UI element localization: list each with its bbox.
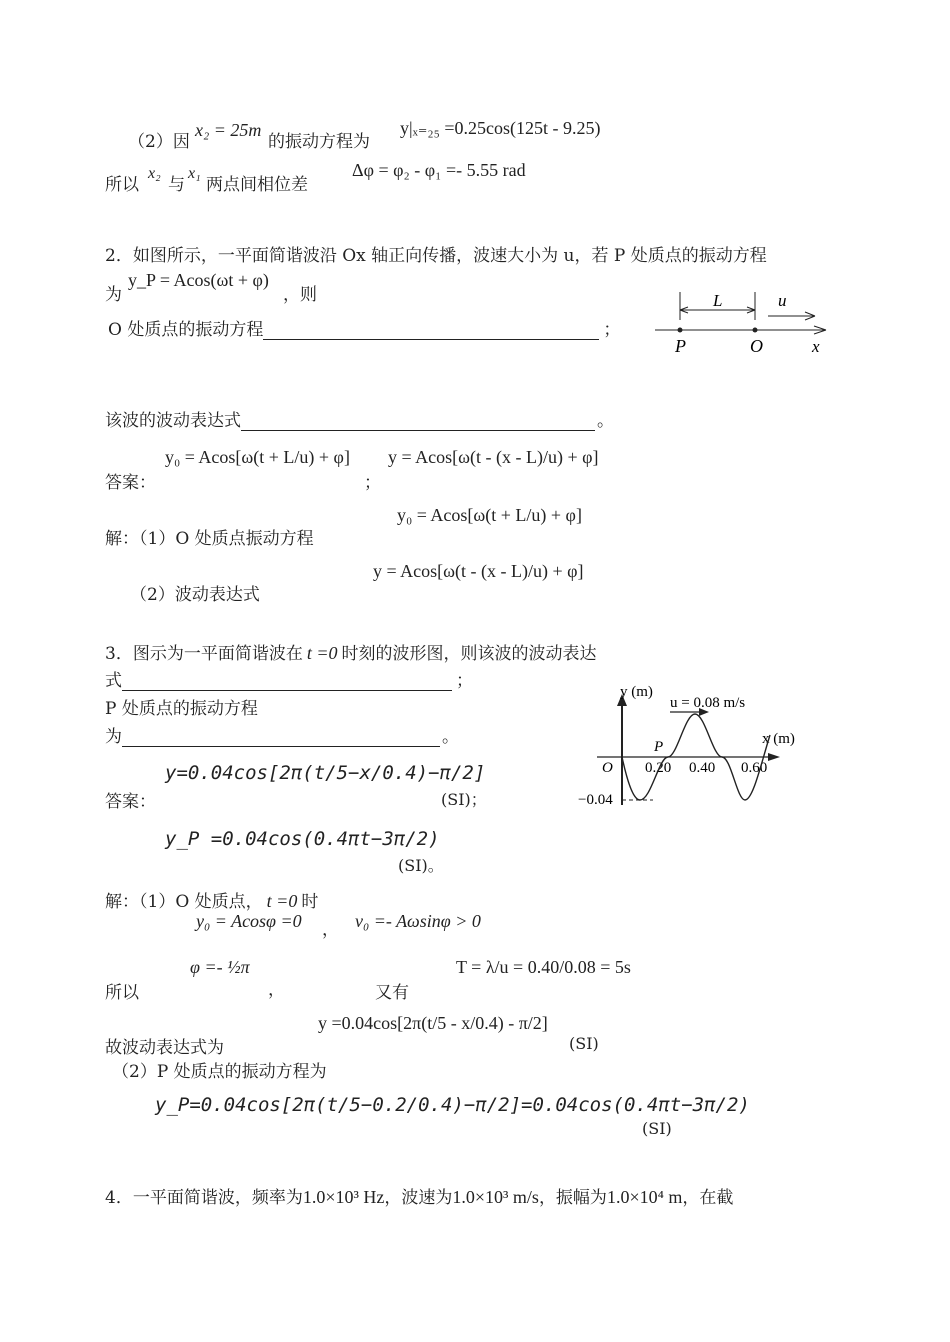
line-2-prefix: （2）因 (128, 132, 190, 152)
q3-velocity-label: u = 0.08 m/s (670, 695, 746, 711)
q3-stem4-end: 。 (442, 727, 459, 747)
q4-end: ，在截 (682, 1188, 734, 1208)
line-phase-suffix: 两点间相位差 (206, 175, 308, 195)
q3-origin-label: O (602, 760, 613, 776)
q3-stem2-text: 式 (105, 671, 122, 691)
q2-o-question (108, 315, 620, 340)
q3-stem-line4 (105, 722, 459, 747)
q2-diagram-x: x (812, 337, 820, 356)
q2-o-question-end: ； (603, 320, 621, 340)
q2-solution-1-label: 解：（1）O 处质点振动方程 (105, 529, 314, 549)
line-2-mid: 的振动方程为 (268, 132, 370, 152)
q4-velocity: 1.0×10³ m/s (452, 1187, 539, 1207)
q3-x-axis-label: x (m) (762, 731, 795, 747)
x2-condition: x₂ = 25m (195, 120, 262, 140)
q2-diagram-L: L (713, 291, 723, 310)
q3-answer-1-unit: (SI)； (441, 790, 487, 809)
q3-p-answer-blank[interactable] (122, 728, 440, 747)
q3-solution-time-suffix: 时 (301, 892, 319, 912)
q3-answer-label: 答案： (105, 792, 156, 812)
q2-answer-separator: ； (364, 473, 381, 493)
q3-solution-label-text: 解：（1）O 处质点， (105, 892, 263, 912)
q3-solution-label (105, 887, 318, 912)
q2-answer-1: y₀ = Acos[ω(t + L/u) + φ] (165, 447, 350, 467)
q2-o-answer-blank[interactable] (263, 321, 599, 340)
q3-answer-1: y=0.04cos[2π(t/5−x/0.4)−π/2] (165, 762, 486, 784)
q2-solution-1-equation: y₀ = Acos[ω(t + L/u) + φ] (397, 505, 582, 525)
q3-answer-2-unit: (SI)。 (398, 856, 444, 875)
q2-p-equation: y_P = Acos(ωt + φ) (128, 270, 269, 290)
q3-y0-equation: y₀ = Acosφ =0 (196, 911, 302, 931)
q4-mid1: ，波速为 (384, 1188, 453, 1208)
q4-stem (105, 1183, 733, 1208)
q3-y-axis-label: y (m) (620, 684, 653, 700)
q4-amplitude: 1.0×10⁴ m (606, 1187, 683, 1207)
q3-neg-amplitude: −0.04 (578, 792, 613, 808)
x1-symbol: x₁ (188, 165, 201, 182)
q2-stem-line1: 2．如图所示，一平面简谐波沿 Ox 轴正向传播，波速大小为 u，若 P 处质点的振动方程 (105, 246, 767, 266)
q3-tick-020: 0.20 (645, 760, 672, 776)
q3-phi-equation: φ =- ½π (190, 957, 250, 977)
q3-stem2-end: ； (456, 671, 473, 691)
x2-symbol: x₂ (148, 165, 161, 182)
q2-wave-question-end: 。 (597, 411, 614, 431)
q2-solution-2-label: （2）波动表达式 (130, 585, 260, 605)
q2-stem-line2-prefix: 为 (105, 285, 122, 305)
q3-v0-equation: v₀ =- Aωsinφ > 0 (355, 911, 481, 931)
q3-p-label: （2）P 处质点的振动方程为 (112, 1062, 327, 1082)
q2-stem-line2-suffix: ，则 (283, 285, 317, 305)
phase-difference-equation: Δφ = φ₂ - φ₁ =- 5.55 rad (352, 160, 526, 180)
q3-p-equation: y_P=0.04cos[2π(t/5−0.2/0.4)−π/2]=0.04cos(0.4πt−3π/2) (155, 1094, 750, 1116)
q4-mid2: ，振幅为 (538, 1188, 607, 1208)
q3-stem-suffix: 时刻的波形图，则该波的波动表达 (341, 644, 597, 664)
vibration-equation: y|ₓ₌₂₅ =0.25cos(125t - 9.25) (400, 118, 601, 138)
q3-phi-separator: ， (268, 980, 285, 1000)
q2-solution-2-equation: y = Acos[ω(t - (x - L)/u) + φ] (373, 561, 584, 581)
q3-p-unit: (SI) (642, 1119, 672, 1138)
q3-wave-equation: y =0.04cos[2π(t/5 - x/0.4) - π/2] (318, 1013, 548, 1033)
q2-o-question-text: O 处质点的振动方程 (108, 320, 264, 340)
line-phase-and: 与 (168, 175, 185, 195)
q3-point-P: P (654, 739, 664, 755)
q2-diagram-u: u (778, 291, 787, 310)
q3-tick-060: 0.60 (741, 760, 768, 776)
q2-wave-diagram (650, 288, 840, 360)
q3-tick-040: 0.40 (689, 760, 716, 776)
q3-stem-line2 (105, 666, 473, 691)
q3-waveform-diagram (575, 680, 815, 815)
q3-so-label: 所以 (105, 983, 139, 1003)
q3-stem4-text: 为 (105, 727, 122, 747)
q2-wave-question (105, 406, 614, 431)
q4-frequency: 1.0×10³ Hz (302, 1187, 385, 1207)
q3-stem-prefix: 3．图示为一平面简谐波在 (105, 644, 303, 664)
q3-y0-separator: ， (322, 920, 339, 940)
q2-wave-answer-blank[interactable] (241, 412, 595, 431)
q2-answer-2: y = Acos[ω(t - (x - L)/u) + φ] (388, 447, 599, 467)
q3-stem-line1 (105, 639, 596, 664)
q2-diagram-O: O (750, 336, 763, 356)
q2-answer-label: 答案： (105, 473, 156, 493)
q4-stem-prefix: 4．一平面简谐波，频率为 (105, 1188, 303, 1208)
q3-wave-answer-blank[interactable] (122, 672, 452, 691)
q3-answer-2: y_P =0.04cos(0.4πt−3π/2) (165, 828, 440, 850)
q2-wave-question-text: 该波的波动表达式 (105, 411, 241, 431)
q3-also-label: 又有 (375, 983, 409, 1003)
q3-stem-time: t =0 (306, 643, 338, 663)
q3-wave-label: 故波动表达式为 (105, 1038, 224, 1058)
q3-solution-time: t =0 (266, 891, 298, 911)
q3-wave-unit: (SI) (569, 1034, 599, 1053)
line-phase-prefix: 所以 (105, 175, 139, 195)
q2-diagram-P: P (675, 336, 686, 356)
q3-period-equation: T = λ/u = 0.40/0.08 = 5s (456, 957, 631, 977)
q3-stem-line3: P 处质点的振动方程 (105, 699, 258, 719)
